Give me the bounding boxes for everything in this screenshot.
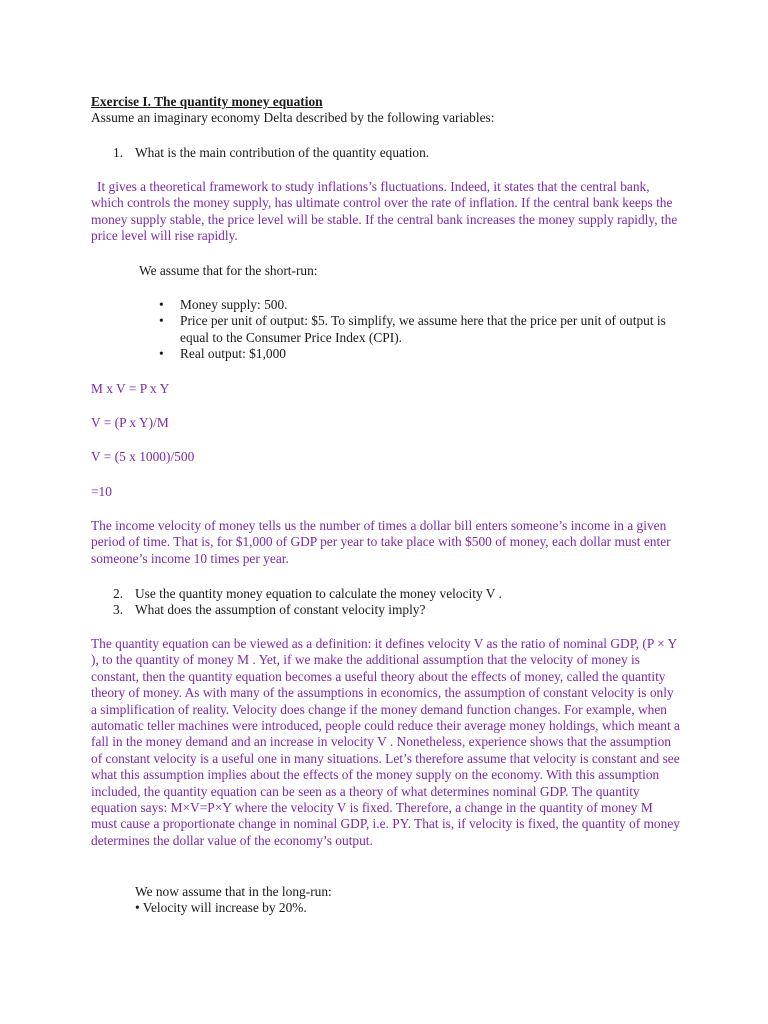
- bullet-text: Price per unit of output: $5. To simplify, we assume here that the price per unit of output is equal to the Consumer Price Index (CPI).: [180, 313, 666, 345]
- answer-3-paragraph: The quantity equation can be viewed as a definition: it defines velocity V as the ratio of nominal GDP, (P × Y ), to the quantity of money M . Yet, if we make the additional assumption that the velocity of money is constant, then the quantity equation becomes a useful theory about the effects of money, called the quantity theory of money. As with many of the assumptions in economics, the assumption of constant velocity is only a simplification of reality. Velocity does change if the money demand function changes. For example, when automatic teller machines were introduced, people could reduce their average money holdings, which meant a fall in the money demand and an increase in velocity V . Nonetheless, experience shows that the assumption of constant velocity is a useful one in many situations. Let’s therefore assume that velocity is constant and see what this assumption implies about the effects of the money supply on the economy. With this assumption included, the quantity equation can be seen as a theory of what determines nominal GDP. The quantity equation says: M×V=P×Y where the velocity V is fixed. Therefore, a change in the quantity of money M must cause a proportionate change in nominal GDP, i.e. PY. That is, if velocity is fixed, the quantity of money determines the dollar value of the economy’s output.: [91, 636, 680, 848]
- question-3-number: 3.: [113, 602, 124, 617]
- question-2-text: Use the quantity money equation to calculate the money velocity V .: [135, 586, 502, 601]
- exercise-title: Exercise I. The quantity money equation: [91, 94, 323, 109]
- question-1: [113, 145, 429, 161]
- velocity-paragraph: The income velocity of money tells us the number of times a dollar bill enters someone’s income in a given period of time. That is, for $1,000 of GDP per year to take place with $500 of money, each dollar must enter someone’s income 10 times per year.: [91, 518, 671, 566]
- short-run-intro: We assume that for the short-run:: [139, 263, 318, 278]
- question-2-number: 2.: [113, 586, 124, 601]
- question-3-text: What does the assumption of constant velocity imply?: [135, 602, 426, 617]
- short-run-bullets: [159, 297, 675, 363]
- bullet-text: Money supply: 500.: [180, 297, 288, 312]
- equation-result: =10: [91, 484, 112, 499]
- bullet-dot: •: [159, 346, 164, 362]
- bullet-item: [159, 313, 675, 346]
- question-2: [113, 586, 502, 602]
- bullet-dot: •: [159, 313, 164, 329]
- bullet-text: Real output: $1,000: [180, 346, 287, 362]
- bullet-dot: •: [159, 297, 164, 312]
- equation-3: V = (5 x 1000)/500: [91, 449, 195, 464]
- question-1-text: What is the main contribution of the quantity equation.: [135, 145, 430, 160]
- equation-1: M x V = P x Y: [91, 381, 170, 396]
- intro-text: Assume an imaginary economy Delta described by the following variables:: [91, 110, 495, 125]
- bullet-item: [159, 346, 675, 362]
- long-run-bullet: • Velocity will increase by 20%.: [135, 900, 307, 915]
- long-run-intro: We now assume that in the long-run:: [135, 884, 332, 899]
- answer-1-paragraph: It gives a theoretical framework to study inflations’s fluctuations. Indeed, it states that the central bank, which controls the money supply, has ultimate control over the rate of inflation. If the central bank keeps the money supply stable, the price level will be stable. If the central bank increases the money supply rapidly, the price level will rise rapidly.: [91, 179, 678, 244]
- bullet-item: [159, 297, 675, 313]
- question-1-number: 1.: [113, 145, 124, 160]
- equation-2: V = (P x Y)/M: [91, 415, 169, 430]
- question-3: [113, 602, 425, 618]
